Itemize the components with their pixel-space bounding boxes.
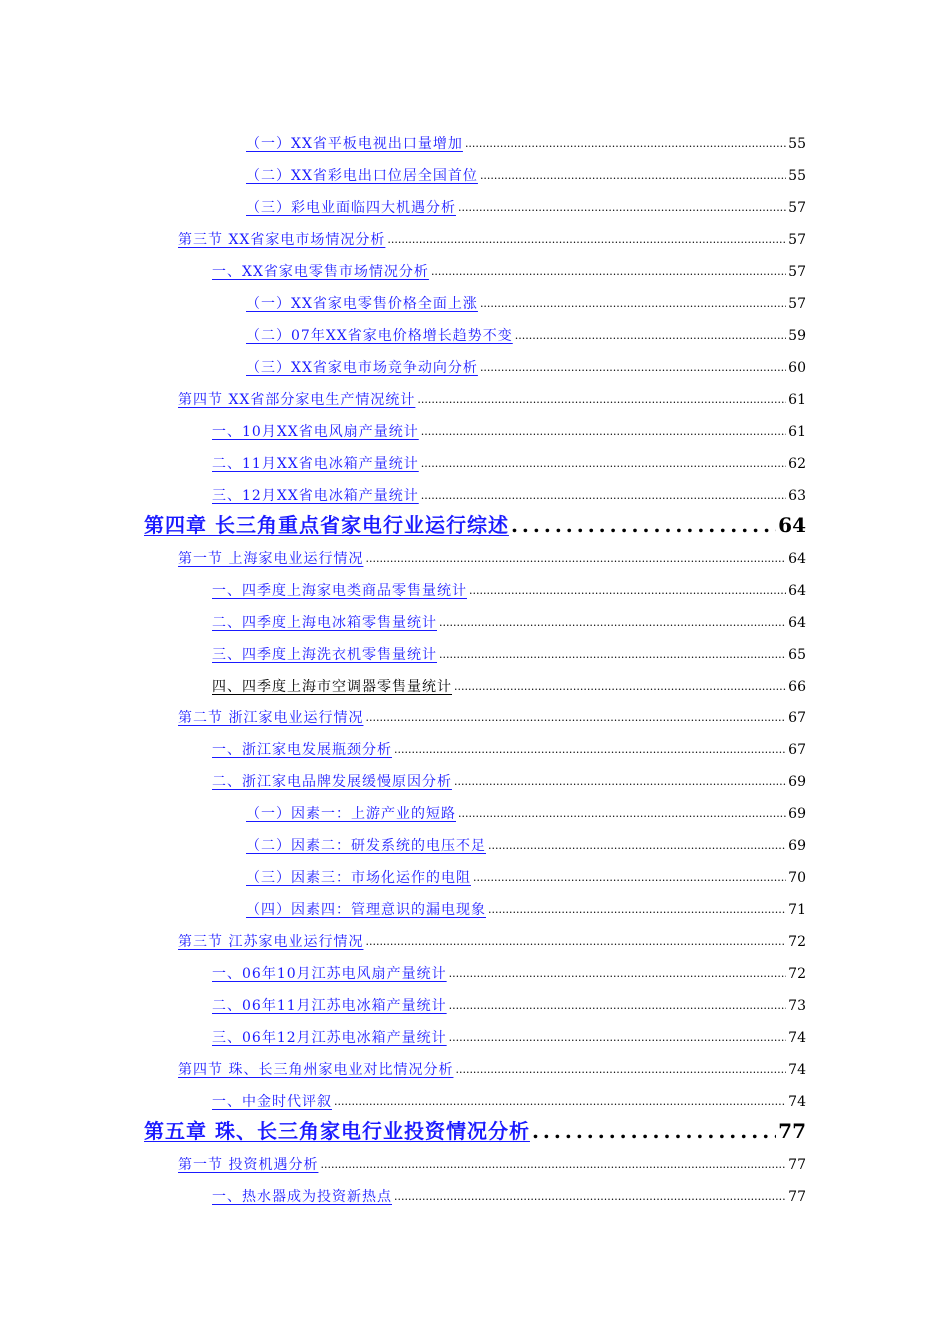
- toc-leader-dots: [421, 422, 786, 442]
- toc-entry-label[interactable]: （三）XX省家电市场竞争动向分析: [246, 360, 478, 376]
- toc-page-number: 71: [788, 902, 806, 918]
- toc-page-number: 72: [788, 934, 806, 950]
- toc-entry[interactable]: [0, 326, 950, 346]
- toc-page-number: 62: [788, 456, 806, 472]
- toc-entry[interactable]: [0, 804, 950, 824]
- toc-leader-dots: [334, 1092, 786, 1112]
- toc-entry-label[interactable]: 第二节 浙江家电业运行情况: [178, 710, 364, 726]
- toc-entry[interactable]: [0, 358, 950, 378]
- toc-entry[interactable]: [0, 581, 950, 601]
- toc-entry[interactable]: [0, 708, 950, 728]
- toc-page-number: 64: [788, 583, 806, 599]
- toc-page-number: 55: [788, 136, 806, 152]
- toc-chapter-label[interactable]: 第五章 珠、长三角家电行业投资情况分析: [144, 1119, 530, 1143]
- toc-leader-dots: [449, 1028, 787, 1048]
- toc-entry-label[interactable]: （一）因素一：上游产业的短路: [246, 806, 456, 822]
- toc-leader-dots: [473, 868, 786, 888]
- toc-leader-dots: [394, 1187, 786, 1207]
- toc-page-number: 65: [788, 647, 806, 663]
- toc-entry-label[interactable]: （四）因素四：管理意识的漏电现象: [246, 902, 486, 918]
- toc-leader-dots: [488, 900, 786, 920]
- toc-page-number: 57: [788, 264, 806, 280]
- toc-entry-label[interactable]: 一、浙江家电发展瓶颈分析: [212, 742, 392, 758]
- toc-page-number: 59: [788, 328, 806, 344]
- toc-chapter-label[interactable]: 第四章 长三角重点省家电行业运行综述: [144, 513, 509, 537]
- toc-page-number: 77: [788, 1157, 806, 1173]
- toc-entry[interactable]: [0, 454, 950, 474]
- toc-entry[interactable]: [0, 262, 950, 282]
- toc-entry[interactable]: [0, 613, 950, 633]
- toc-entry-label[interactable]: 四、四季度上海市空调器零售量统计: [212, 679, 452, 695]
- toc-entry[interactable]: [0, 964, 950, 984]
- toc-entry[interactable]: [0, 1155, 950, 1175]
- toc-entry[interactable]: [0, 198, 950, 218]
- toc-entry-label[interactable]: 第三节 XX省家电市场情况分析: [178, 232, 386, 248]
- toc-leader-dots: [439, 613, 786, 633]
- toc-entry-label[interactable]: （二）因素二：研发系统的电压不足: [246, 838, 486, 854]
- toc-entry[interactable]: [0, 1187, 950, 1207]
- toc-entry[interactable]: [0, 932, 950, 952]
- toc-entry-label[interactable]: 第三节 江苏家电业运行情况: [178, 934, 364, 950]
- toc-page-number: 61: [788, 392, 806, 408]
- toc-entry-label[interactable]: （三）因素三：市场化运作的电阻: [246, 870, 471, 886]
- toc-entry-label[interactable]: 一、06年10月江苏电风扇产量统计: [212, 966, 447, 982]
- toc-leader-dots: [480, 294, 786, 314]
- toc-leader-dots: [454, 677, 786, 697]
- toc-leader-dots: [449, 964, 787, 984]
- toc-entry[interactable]: [0, 166, 950, 186]
- toc-entry-label[interactable]: （二）07年XX省家电价格增长趋势不变: [246, 328, 513, 344]
- toc-page-number: 55: [788, 168, 806, 184]
- toc-page-number: 74: [788, 1030, 806, 1046]
- toc-page-number: 57: [788, 200, 806, 216]
- toc-leader-dots: [488, 836, 786, 856]
- toc-leader-dots: [394, 740, 786, 760]
- toc-entry[interactable]: [0, 486, 950, 506]
- toc-entry[interactable]: [0, 996, 950, 1016]
- toc-page-number: 64: [788, 615, 806, 631]
- toc-leader-dots: [449, 996, 787, 1016]
- toc-entry-label[interactable]: 三、12月XX省电冰箱产量统计: [212, 488, 419, 504]
- toc-entry[interactable]: [0, 422, 950, 442]
- toc-leader-dots: [511, 511, 776, 539]
- toc-page-number: 61: [788, 424, 806, 440]
- toc-entry[interactable]: [0, 836, 950, 856]
- toc-leader-dots: [365, 708, 786, 728]
- toc-page-number: 60: [788, 360, 806, 376]
- toc-entry[interactable]: [0, 294, 950, 314]
- toc-leader-dots: [454, 772, 786, 792]
- toc-leader-dots: [515, 326, 786, 346]
- toc-entry[interactable]: [0, 645, 950, 665]
- toc-page-number: 57: [788, 296, 806, 312]
- toc-page-number: 70: [788, 870, 806, 886]
- toc-entry-label[interactable]: 第四节 珠、长三角州家电业对比情况分析: [178, 1062, 454, 1078]
- toc-page-number: 66: [788, 679, 806, 695]
- toc-entry-label[interactable]: 一、中金时代评叙: [212, 1094, 332, 1110]
- toc-page-number: 64: [778, 513, 806, 537]
- toc-leader-dots: [458, 804, 786, 824]
- toc-leader-dots: [365, 932, 786, 952]
- toc-entry[interactable]: [0, 740, 950, 760]
- toc-leader-dots: [480, 166, 786, 186]
- toc-page-number: 77: [778, 1119, 806, 1143]
- toc-entry[interactable]: [0, 868, 950, 888]
- toc-entry-label[interactable]: 二、四季度上海电冰箱零售量统计: [212, 615, 437, 631]
- toc-leader-dots: [480, 358, 786, 378]
- toc-entry[interactable]: [0, 1028, 950, 1048]
- toc-page-number: 74: [788, 1094, 806, 1110]
- toc-page-number: 63: [788, 488, 806, 504]
- toc-page-number: 67: [788, 742, 806, 758]
- toc-entry-label[interactable]: 第四节 XX省部分家电生产情况统计: [178, 392, 416, 408]
- toc-chapter-entry[interactable]: [0, 511, 950, 539]
- toc-leader-dots: [365, 549, 786, 569]
- toc-page-number: 57: [788, 232, 806, 248]
- toc-entry-label[interactable]: 第一节 上海家电业运行情况: [178, 551, 364, 567]
- toc-entry-label[interactable]: 一、热水器成为投资新热点: [212, 1189, 392, 1205]
- toc-leader-dots: [469, 581, 786, 601]
- toc-leader-dots: [431, 262, 786, 282]
- toc-leader-dots: [387, 230, 786, 250]
- toc-entry-label[interactable]: 一、10月XX省电风扇产量统计: [212, 424, 419, 440]
- toc-leader-dots: [532, 1117, 776, 1145]
- toc-entry-label[interactable]: 三、四季度上海洗衣机零售量统计: [212, 647, 437, 663]
- toc-entry[interactable]: [0, 900, 950, 920]
- toc-entry-label[interactable]: 第一节 投资机遇分析: [178, 1157, 319, 1173]
- toc-entry[interactable]: [0, 549, 950, 569]
- toc-leader-dots: [439, 645, 786, 665]
- toc-leader-dots: [455, 1060, 786, 1080]
- toc-page-number: 72: [788, 966, 806, 982]
- toc-entry[interactable]: [0, 1092, 950, 1112]
- toc-entry[interactable]: [0, 772, 950, 792]
- toc-leader-dots: [320, 1155, 786, 1175]
- toc-entry-label[interactable]: 二、浙江家电品牌发展缓慢原因分析: [212, 774, 452, 790]
- toc-leader-dots: [417, 390, 786, 410]
- toc-entry-label[interactable]: （三）彩电业面临四大机遇分析: [246, 200, 456, 216]
- toc-entry[interactable]: [0, 1060, 950, 1080]
- toc-entry[interactable]: [0, 230, 950, 250]
- toc-page-number: 74: [788, 1062, 806, 1078]
- toc-entry-label[interactable]: （一）XX省平板电视出口量增加: [246, 136, 463, 152]
- toc-page-number: 69: [788, 838, 806, 854]
- toc-leader-dots: [458, 198, 786, 218]
- toc-page-number: 69: [788, 806, 806, 822]
- toc-leader-dots: [421, 454, 786, 474]
- toc-entry-label[interactable]: 三、06年12月江苏电冰箱产量统计: [212, 1030, 447, 1046]
- toc-leader-dots: [421, 486, 786, 506]
- toc-leader-dots: [465, 134, 786, 154]
- toc-entry-label[interactable]: 二、11月XX省电冰箱产量统计: [212, 456, 419, 472]
- toc-page-number: 69: [788, 774, 806, 790]
- toc-chapter-entry[interactable]: [0, 1117, 950, 1145]
- toc-entry[interactable]: [0, 390, 950, 410]
- toc-page-number: 64: [788, 551, 806, 567]
- toc-entry-label[interactable]: 一、XX省家电零售市场情况分析: [212, 264, 429, 280]
- toc-page-number: 77: [788, 1189, 806, 1205]
- toc-entry-label[interactable]: 一、四季度上海家电类商品零售量统计: [212, 583, 467, 599]
- toc-entry-label[interactable]: （二）XX省彩电出口位居全国首位: [246, 168, 478, 184]
- toc-page-number: 67: [788, 710, 806, 726]
- toc-entry[interactable]: [0, 134, 950, 154]
- toc-entry-label[interactable]: （一）XX省家电零售价格全面上涨: [246, 296, 478, 312]
- toc-entry-label[interactable]: 二、06年11月江苏电冰箱产量统计: [212, 998, 447, 1014]
- toc-entry[interactable]: [0, 677, 950, 697]
- toc-page-number: 73: [788, 998, 806, 1014]
